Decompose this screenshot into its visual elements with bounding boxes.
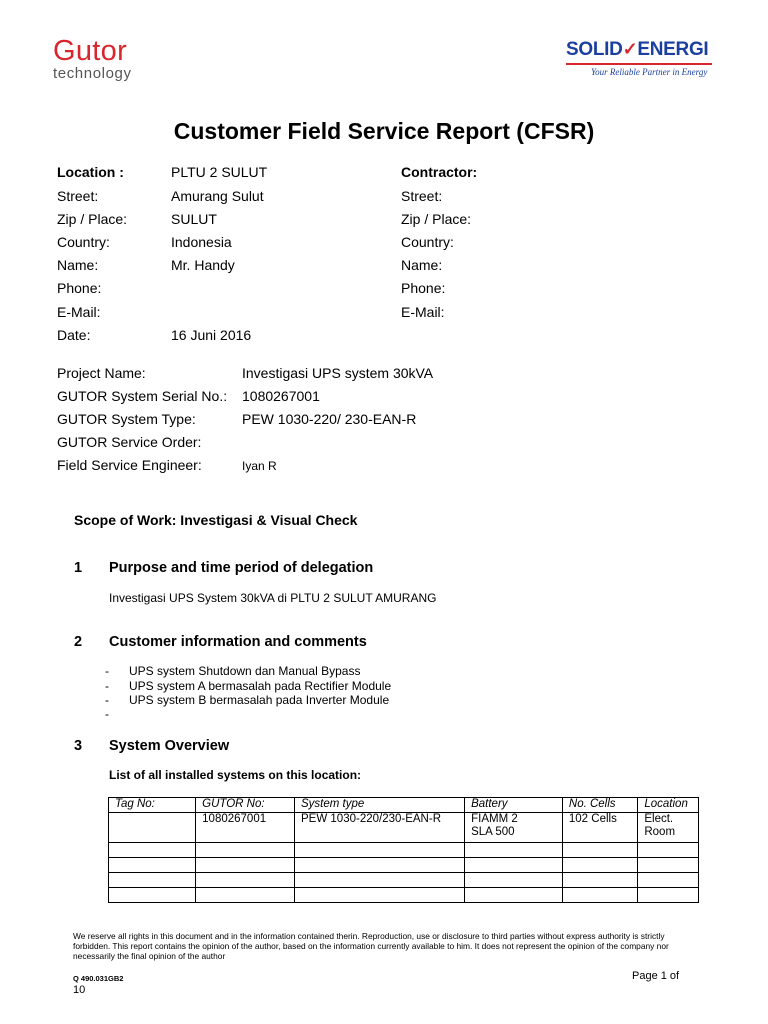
cell-location [638,813,699,843]
table-header-row [109,798,699,813]
contractor-street-label: Street: [401,188,443,204]
serial-label: GUTOR System Serial No.: [57,388,228,404]
list-bullet: - [105,693,109,707]
list-item: UPS system A bermasalah pada Rectifier Module [129,679,392,693]
project-name-value: Investigasi UPS system 30kVA [242,365,434,381]
list-bullet: - [105,707,109,721]
gutor-logo-sub: technology [53,65,132,82]
date-label: Date: [57,327,91,343]
phone-label: Phone: [57,280,102,296]
scope-of-work: Scope of Work: Investigasi & Visual Check [74,512,358,528]
header-system-type: System type [295,798,465,813]
solid-logo-tagline: Your Reliable Partner in Energy [591,67,708,77]
system-type-value: PEW 1030-220/ 230-EAN-R [242,411,417,427]
check-icon: ✓ [622,39,638,59]
serial-value: 1080267001 [242,388,320,404]
solid-energi-logo-word [566,38,712,61]
street-value: Amurang Sulut [171,188,264,204]
cell-battery-line-1: FIAMM 2 [471,813,518,825]
list-bullet: - [105,664,109,678]
section-2-title: Customer information and comments [109,634,367,650]
gutor-logo [53,36,132,82]
system-type-label: GUTOR System Type: [57,411,196,427]
zip-label: Zip / Place: [57,211,128,227]
solid-logo-underline [566,63,712,65]
document-code: Q 490.031GB2 [73,974,124,983]
contractor-country-label: Country: [401,234,454,250]
solid-energi-logo [566,38,712,77]
table-row [109,888,699,903]
gutor-logo-word: Gutor [53,35,128,67]
header-no-cells: No. Cells [562,798,637,813]
page-number: Page 1 of [632,970,680,982]
zip-value: SULUT [171,211,217,227]
cell-location-line-1: Elect. [644,813,674,825]
contractor-zip-label: Zip / Place: [401,211,472,227]
country-label: Country: [57,234,110,250]
name-label: Name: [57,257,99,273]
section-1-title: Purpose and time period of delegation [109,560,374,576]
location-label: Location : [57,164,124,180]
table-row [109,843,699,858]
section-3-title: System Overview [109,738,230,754]
cell-system-type: PEW 1030-220/230-EAN-R [295,813,465,843]
list-item: UPS system B bermasalah pada Inverter Module [129,693,390,707]
cell-battery [465,813,563,843]
table-row [109,858,699,873]
country-value: Indonesia [171,234,232,250]
cell-location-line-2: Room [644,826,676,838]
section-1-text: Investigasi UPS System 30kVA di PLTU 2 SULUT AMURANG [109,591,437,605]
list-item: UPS system Shutdown dan Manual Bypass [129,664,361,678]
section-3-subtitle: List of all installed systems on this location: [109,768,362,782]
header-gutor-no: GUTOR No: [196,798,295,813]
contractor-title: Contractor: [401,164,478,180]
solid-logo-word-b: ENERGI [637,39,709,60]
list-bullet: - [105,679,109,693]
contractor-name-label: Name: [401,257,443,273]
table-row [109,813,699,843]
solid-logo-word-a: SOLID [566,39,623,60]
header-location: Location [638,798,699,813]
project-name-label: Project Name: [57,365,146,381]
disclaimer-text: We reserve all rights in this document and in the information contained therin. Reproduction, use or disclosure to third parties without express authority is strictly forbidden. This report contains the opinion of the author, based on the information currently available to him. It does not represent the opinion of the company nor necessarily the final opinion of the author [73,931,669,961]
cell-gutor-no: 1080267001 [196,813,295,843]
name-value: Mr. Handy [171,257,235,273]
cell-battery-line-2: SLA 500 [471,826,515,838]
section-3-number: 3 [74,738,83,754]
header-battery: Battery [465,798,563,813]
systems-table [108,797,699,903]
contractor-phone-label: Phone: [401,280,446,296]
date-value: 16 Juni 2016 [171,327,252,343]
header-tag-no: Tag No: [109,798,196,813]
section-2-number: 2 [74,634,83,650]
contractor-email-label: E-Mail: [401,304,445,320]
service-order-label: GUTOR Service Order: [57,434,202,450]
page-total: 10 [73,984,86,996]
email-label: E-Mail: [57,304,101,320]
cell-no-cells: 102 Cells [562,813,637,843]
section-1-number: 1 [74,560,83,576]
engineer-label: Field Service Engineer: [57,457,202,473]
street-label: Street: [57,188,99,204]
table-row [109,873,699,888]
cell-tag-no [109,813,196,843]
engineer-value: Iyan R [242,459,277,473]
page-title: Customer Field Service Report (CFSR) [173,118,595,144]
location-value: PLTU 2 SULUT [171,164,268,180]
